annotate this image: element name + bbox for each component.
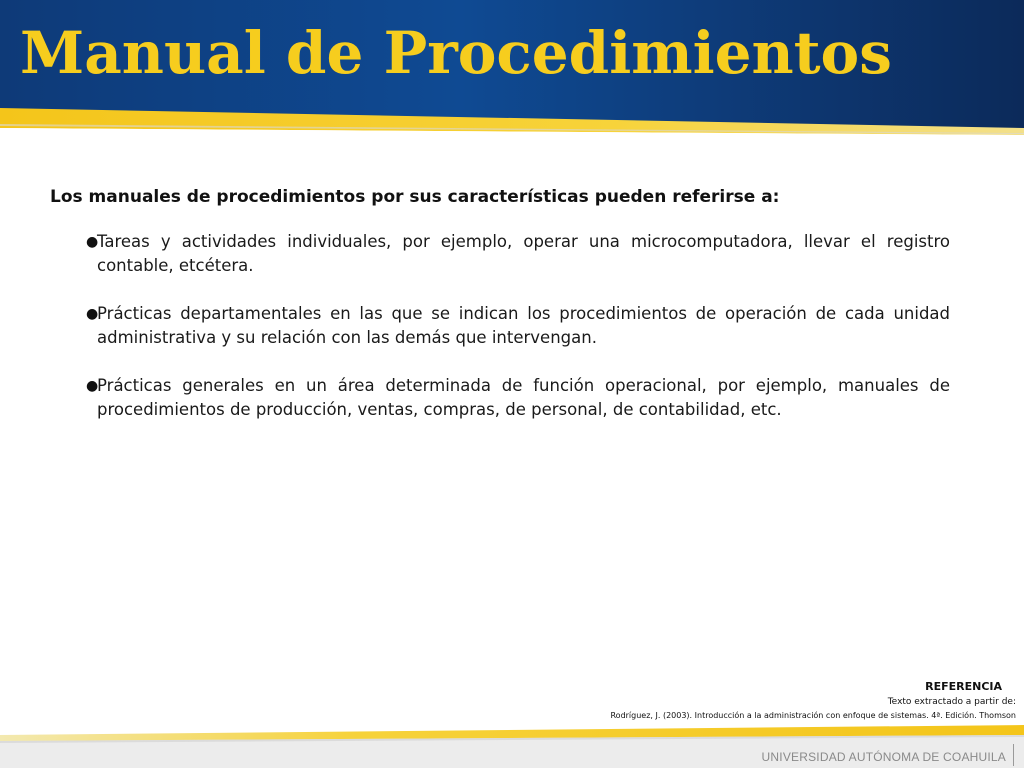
reference-block: [610, 679, 1016, 723]
list-item: [50, 374, 950, 422]
bullet-text: Tareas y actividades individuales, por ejemplo, operar una microcomputadora, llevar el registro contable, etcétera.: [97, 232, 950, 276]
reference-title: REFERENCIA: [925, 680, 1002, 693]
reference-citation: Rodríguez, J. (2003). Introducción a la administración con enfoque de sistemas. 4ª. Edición. Thomson: [610, 711, 1016, 720]
slide-content: [50, 186, 950, 446]
reference-subtitle: Texto extractado a partir de:: [887, 697, 1016, 707]
bullet-text: Prácticas departamentales en las que se indican los procedimientos de operación de cada unidad administrativa y su relación con las demás que intervengan.: [97, 304, 950, 348]
bullet-list: [50, 230, 950, 422]
list-item: [50, 302, 950, 350]
bullet-text: Prácticas generales en un área determinada de función operacional, por ejemplo, manuales de procedimientos de producción, ventas, compras, de personal, de contabilidad, etc.: [97, 376, 950, 420]
bullet-icon: ●: [86, 378, 99, 395]
list-item: [50, 230, 950, 278]
footer-divider: [1013, 744, 1014, 766]
bullet-icon: ●: [86, 306, 99, 323]
footer-university-label: UNIVERSIDAD AUTÓNOMA DE COAHUILA: [761, 750, 1006, 764]
intro-text: Los manuales de procedimientos por sus características pueden referirse a:: [50, 187, 780, 207]
page-title: Manual de Procedimientos: [20, 19, 892, 87]
bullet-icon: ●: [86, 234, 99, 251]
footer-band: [0, 725, 1024, 768]
